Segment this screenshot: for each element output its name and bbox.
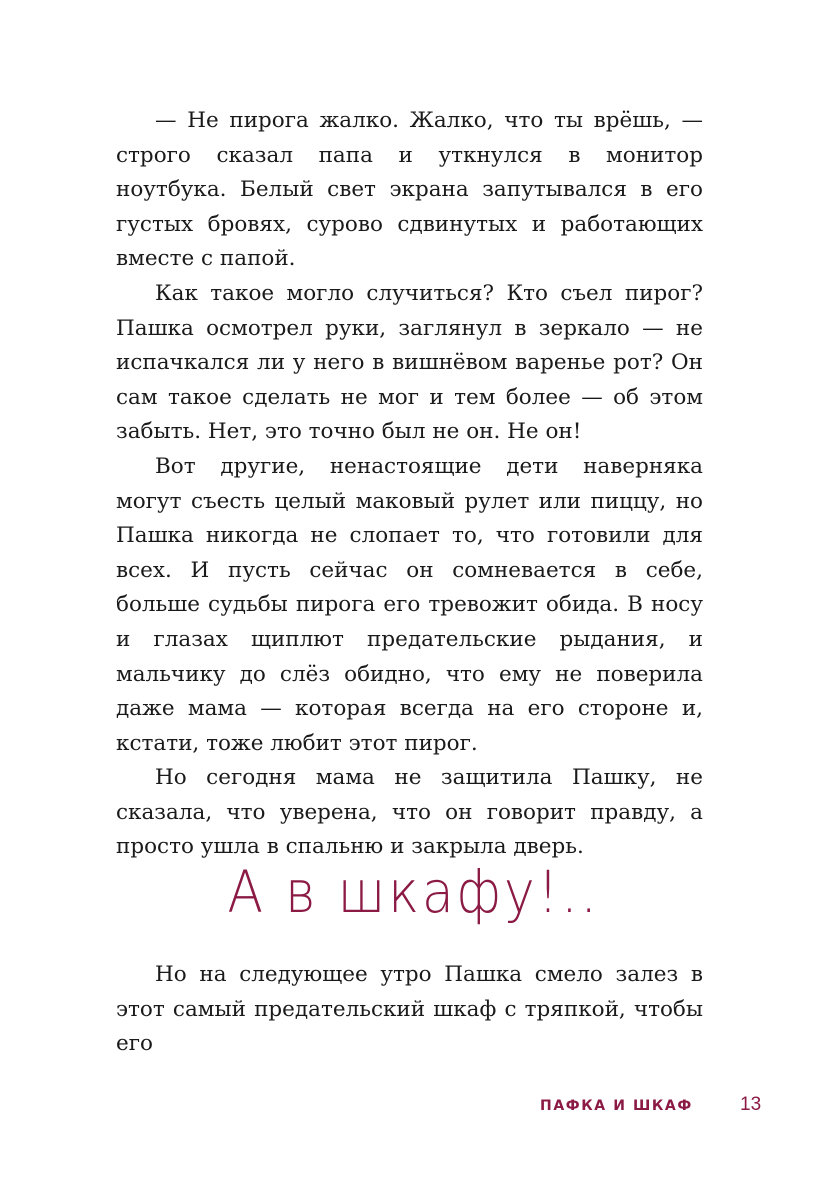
paragraph-4: Но сегодня мама не защитила Пашку, не сказала, что уверена, что он говорит правду, а просто ушла в спальню и закрыла дверь. bbox=[116, 765, 703, 860]
paragraph-1: — Не пирога жалко. Жалко, что ты врёшь, — строго сказал папа и уткнулся в монитор ноутбука. Белый свет экрана запутывался в его густых бровях, сурово сдвинутых и работающих вместе с папой. bbox=[116, 108, 703, 272]
paragraph-5: Но на следующее утро Пашка смело залез в этот самый предательский шкаф с тряпкой, чтобы его bbox=[116, 962, 703, 1057]
body-text-top bbox=[116, 104, 703, 865]
chapter-heading: А в шкафу!.. bbox=[227, 858, 600, 926]
paragraph-2: Как такое могло случиться? Кто съел пирог? Пашка осмотрел руки, заглянул в зеркало — не испачкался ли у него в вишнёвом варенье рот? Он сам такое сделать не мог и тем более — об этом забыть. Нет, это точно был не он. Не он! bbox=[116, 280, 703, 445]
body-text-bottom bbox=[116, 958, 703, 1062]
running-footer-title: ПАФКА И ШКАФ bbox=[540, 1098, 693, 1114]
page-number: 13 bbox=[740, 1094, 762, 1115]
paragraph-3: Вот другие, ненастоящие дети наверняка могут съесть целый маковый рулет или пиццу, но Пашка никогда не слопает то, что готовили для всех. И пусть сейчас он сомневается в себе, больше судьбы пирога его тревожит обида. В носу и глазах щиплют предательские рыдания, и мальчику до слёз обидно, что ему не поверила даже мама — которая всегда на его стороне и, кстати, тоже любит этот пирог. bbox=[116, 453, 703, 756]
